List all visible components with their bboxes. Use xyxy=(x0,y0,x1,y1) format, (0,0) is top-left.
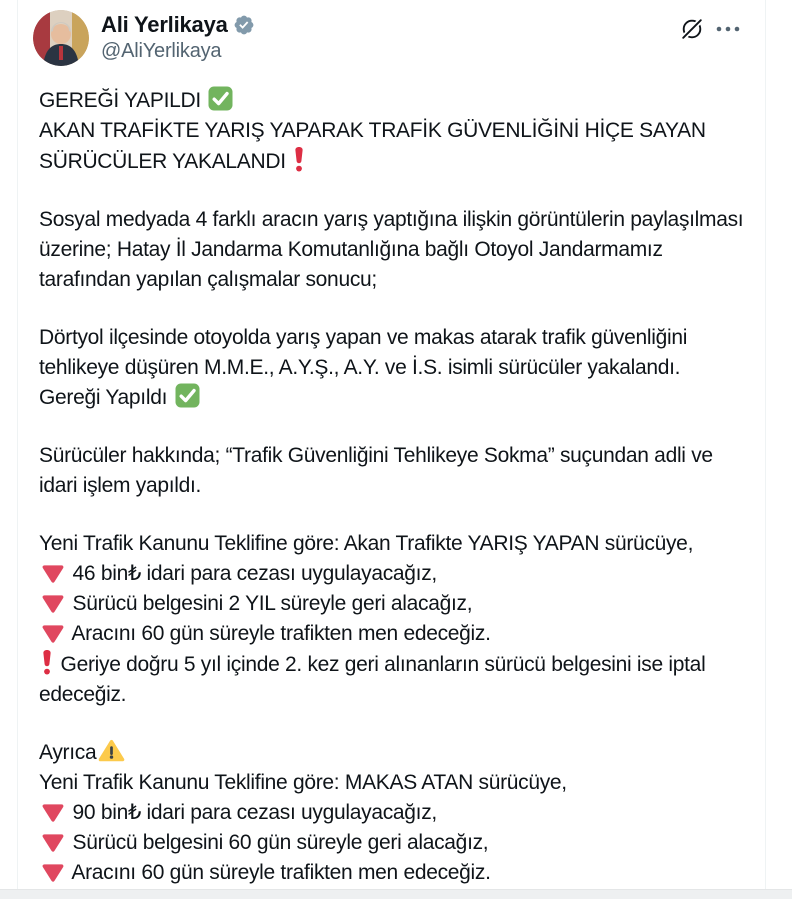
red-triangle-down-emoji xyxy=(41,594,65,614)
red-exclamation-emoji xyxy=(293,146,305,172)
tweet-header xyxy=(18,0,765,66)
tweet-paragraph: Yeni Trafik Kanunu Teklifine göre: Akan Trafikte YARIŞ YAPAN sürücüye, 46 bin₺ idari para cezası uygulayacağız, Sürücü belgesini 2 YIL süreyle geri alacağız, Aracını 60 gün süreyle trafikten men edeceğiz. Geriye doğru 5 yıl içinde 2. kez geri alınanların sürücü belgesini ise iptal edeceğiz. xyxy=(39,532,706,706)
tweet-paragraph: Sosyal medyada 4 farklı aracın yarış yaptığına ilişkin görüntülerin paylaşılması üzerine; Hatay İl Jandarma Komutanlığına bağlı Otoyol Jandarmamız tarafından yapılan çalışmalar sonucu; xyxy=(39,208,744,291)
tweet-paragraph: Dörtyol ilçesinde otoyolda yarış yapan ve makas atarak trafik güvenliğini tehlikeye düşüren M.M.E., A.Y.Ş., A.Y. ve İ.S. isimli sürücüler yakalandı. Gereği Yapıldı xyxy=(39,326,688,409)
identity-block xyxy=(101,10,255,64)
check-mark-button-emoji xyxy=(208,86,233,111)
red-exclamation-emoji xyxy=(41,649,53,675)
warning-sign-emoji xyxy=(98,739,125,763)
avatar[interactable] xyxy=(33,10,89,66)
red-triangle-down-emoji xyxy=(41,833,65,853)
tweet-card xyxy=(17,0,766,899)
avatar-image xyxy=(33,10,89,66)
tweet-text xyxy=(18,66,765,888)
red-triangle-down-emoji xyxy=(41,803,65,823)
header-actions xyxy=(679,10,753,42)
red-triangle-down-emoji xyxy=(41,624,65,644)
tweet-paragraph: Ayrıca Yeni Trafik Kanunu Teklifine göre: MAKAS ATAN sürücüye, 90 bin₺ idari para cezası uygulayacağız, Sürücü belgesini 60 gün süreyle geri alacağız, Aracını 60 gün süreyle trafikten men edeceğiz. xyxy=(39,741,567,884)
user-handle[interactable]: @AliYerlikaya xyxy=(101,40,222,62)
tweet-paragraph: GEREĞİ YAPILDI AKAN TRAFİKTE YARIŞ YAPARAK TRAFİK GÜVENLİĞİNİ HİÇE SAYAN SÜRÜCÜLER YAKALANDI xyxy=(39,86,745,177)
more-ellipsis-icon[interactable] xyxy=(715,16,741,42)
check-mark-button-emoji xyxy=(175,383,200,408)
name-row[interactable] xyxy=(101,12,255,38)
red-triangle-down-emoji xyxy=(41,863,65,883)
display-name[interactable]: Ali Yerlikaya xyxy=(101,12,228,37)
grok-slashed-circle-icon[interactable] xyxy=(679,16,705,42)
bottom-separator-band xyxy=(0,889,792,899)
tweet-paragraph: Sürücüler hakkında; “Trafik Güvenliğini Tehlikeye Sokma” suçundan adli ve idari işlem yapıldı. xyxy=(39,444,713,497)
gray-verified-badge-icon xyxy=(233,14,255,36)
red-triangle-down-emoji xyxy=(41,564,65,584)
